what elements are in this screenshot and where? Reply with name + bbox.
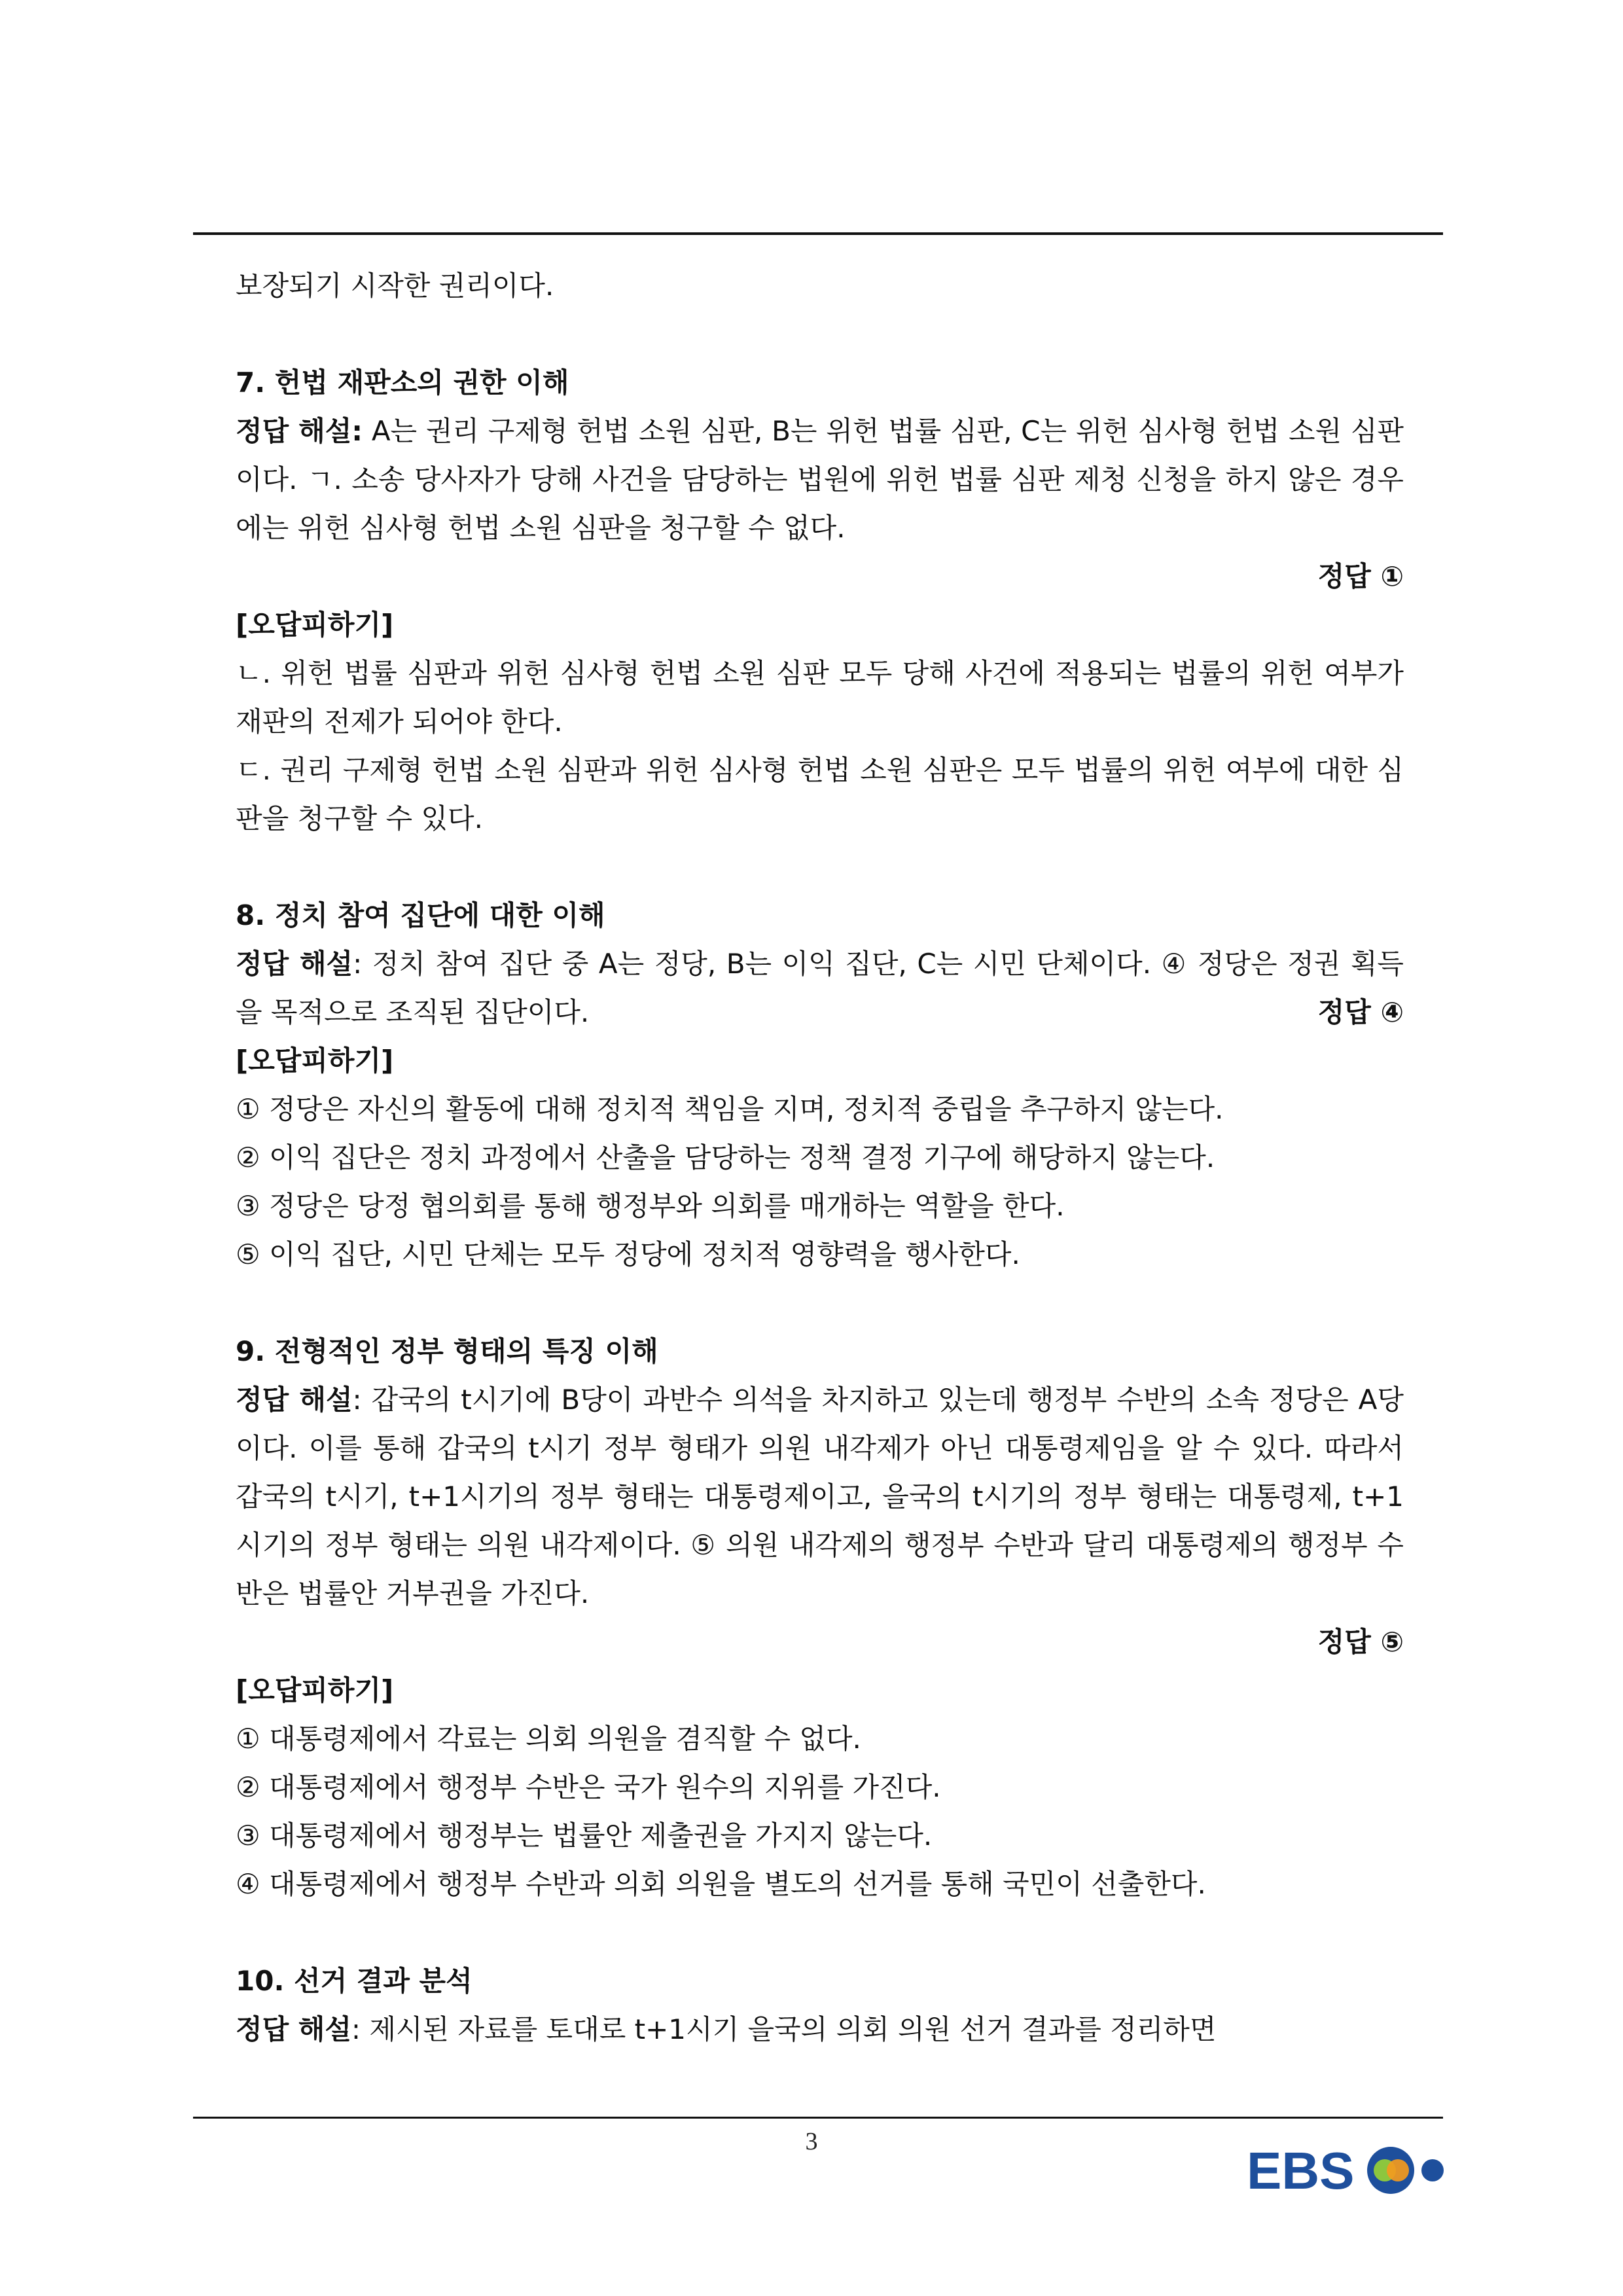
q9-expl-text: : 갑국의 t시기에 B당이 과반수 의석을 차지하고 있는데 행정부 수반의 소속 정당은 A당이다. 이를 통해 갑국의 t시기 정부 형태가 의원 내각제가 아닌 대통령제임을 알 수 있다. 따라서 갑국의 t시기, t+1시기의 정부 형태는 대통령제이고, 을국의 t시기의 정부 형태는 대통령제, t+1시기의 정부 형태는 의원 내각제이다. ⑤ 의원 내각제의 행정부 수반과 달리 대통령제의 행정부 수반은 법률안 거부권을 가진다. [236,1384,1404,1609]
q7-title: 7. 헌법 재판소의 권한 이해 [236,367,569,399]
q8-expl-label: 정답 해설 [236,948,353,980]
continuation-text: 보장되기 시작한 권리이다. [236,270,554,302]
footer-rule [193,2117,1443,2119]
q7-wrong-item: ㄷ. 권리 구제형 헌법 소원 심판과 위헌 심사형 헌법 소원 심판은 모두 법률의 위헌 여부에 대한 심판을 청구할 수 있다. [236,754,1404,834]
q8-wrong-item: ② 이익 집단은 정치 과정에서 산출을 담당하는 정책 결정 기구에 해당하지 않는다. [236,1141,1215,1174]
q10-expl-label: 정답 해설 [236,2013,351,2045]
q8-wrong-title: [오답피하기] [236,1045,394,1077]
q8-answer: 정답 ④ [1317,996,1404,1028]
logo-small-dot [1421,2159,1444,2181]
q9-explanation [236,1376,1404,1618]
q10-expl-text: : 제시된 자료를 토대로 t+1시기 을국의 의회 의원 선거 결과를 정리하면 [351,2013,1217,2045]
q9-answer: 정답 ⑤ [1317,1626,1404,1658]
logo-text: EBS [1247,2142,1355,2200]
q9-wrong-item: ② 대통령제에서 행정부 수반은 국가 원수의 지위를 가진다. [236,1771,941,1803]
q7-wrong-title: [오답피하기] [236,609,394,641]
q9-expl-label: 정답 해설 [236,1384,353,1416]
q7-explanation [236,407,1404,552]
q9-title: 9. 전형적인 정부 형태의 특징 이해 [236,1335,658,1367]
q9-wrong-title: [오답피하기] [236,1674,394,1706]
q7-wrong-item: ㄴ. 위헌 법률 심판과 위헌 심사형 헌법 소원 심판 모두 당해 사건에 적용되는 법률의 위헌 여부가 재판의 전제가 되어야 한다. [236,657,1404,738]
q7-expl-label: 정답 해설: [236,415,363,447]
logo-orange-dot [1387,2159,1409,2181]
q8-expl-text: : 정치 참여 집단 중 A는 정당, B는 이익 집단, C는 시민 단체이다. ④ 정당은 정권 획득을 목적으로 조직된 집단이다. [236,948,1404,1028]
page-content [236,262,1404,2054]
q10-title: 10. 선거 결과 분석 [236,1965,473,1997]
q8-wrong-item: ③ 정당은 당정 협의회를 통해 행정부와 의회를 매개하는 역할을 한다. [236,1190,1065,1222]
q10-explanation [236,2005,1404,2054]
q8-wrong-item: ① 정당은 자신의 활동에 대해 정치적 책임을 지며, 정치적 중립을 추구하지 않는다. [236,1093,1224,1125]
q9-wrong-item: ④ 대통령제에서 행정부 수반과 의회 의원을 별도의 선거를 통해 국민이 선출한다. [236,1868,1206,1900]
header-rule [193,232,1443,235]
q9-wrong-item: ① 대통령제에서 각료는 의회 의원을 겸직할 수 없다. [236,1723,861,1755]
q7-expl-text: A는 권리 구제형 헌법 소원 심판, B는 위헌 법률 심판, C는 위헌 심사형 헌법 소원 심판이다. ㄱ. 소송 당사자가 당해 사건을 담당하는 법원에 위헌 법률 심판 제청 신청을 하지 않은 경우에는 위헌 심사형 헌법 소원 심판을 청구할 수 없다. [236,415,1404,544]
q9-wrong-item: ③ 대통령제에서 행정부는 법률안 제출권을 가지지 않는다. [236,1820,933,1852]
q8-title: 8. 정치 참여 집단에 대한 이해 [236,899,605,931]
q8-explanation [236,940,1404,1037]
q7-answer: 정답 ① [1317,560,1404,592]
ebs-logo [1247,2138,1456,2202]
page-number: 3 [805,2128,818,2155]
q8-wrong-item: ⑤ 이익 집단, 시민 단체는 모두 정당에 정치적 영향력을 행사한다. [236,1238,1020,1270]
